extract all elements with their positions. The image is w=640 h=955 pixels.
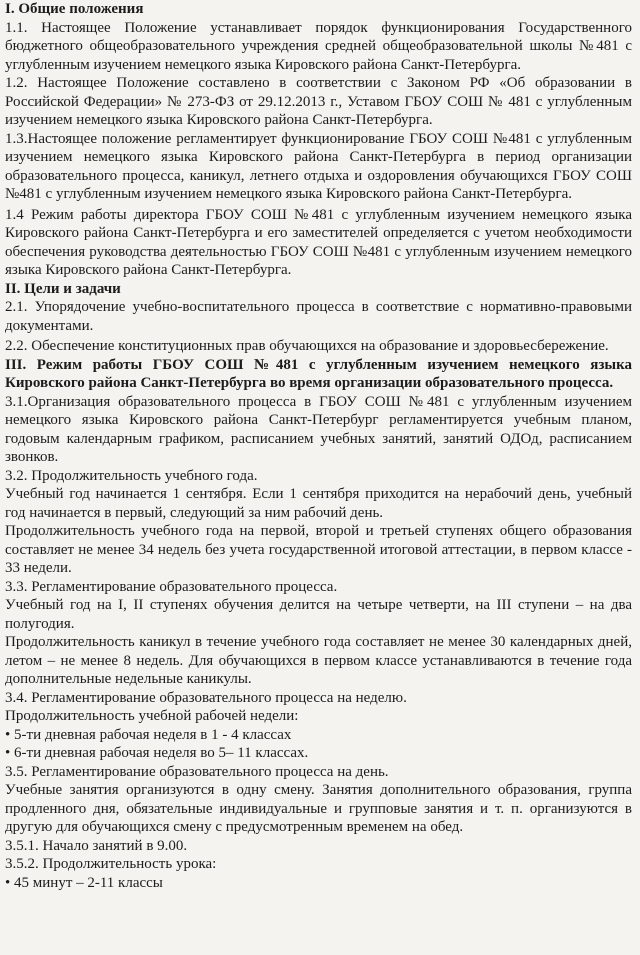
section-heading-general: I. Общие положения <box>5 1 144 17</box>
paragraph-3-3: 3.3. Регламентирование образовательного процесса. <box>5 578 338 595</box>
list-item: • 6-ти дневная рабочая неделя во 5– 11 классах. <box>5 744 632 763</box>
paragraph-3-5-2: 3.5.2. Продолжительность урока: <box>5 856 217 872</box>
paragraph-3-2: 3.2. Продолжительность учебного года. <box>5 467 258 484</box>
paragraph-3-5: 3.5. Регламентирование образовательного процесса на день. <box>5 763 389 780</box>
list-item: • 45 минут – 2-11 классы <box>5 874 632 893</box>
paragraph-3-5-1: 3.5.1. Начало занятий в 9.00. <box>5 837 188 854</box>
paragraph-3-3-a: Учебный год на I, II ступенях обучения делится на четыре четверти, на III ступени – на два полугодия. <box>5 597 632 632</box>
paragraph-3-2-b: Продолжительность учебного года на первой, второй и третьей ступенях общего образования составляет не менее 34 недель без учета государственной итоговой аттестации, в первом классе - 33 недели. <box>5 523 632 576</box>
list-item: • 5-ти дневная рабочая неделя в 1 - 4 классах <box>5 726 632 745</box>
paragraph-1-4: 1.4 Режим работы директора ГБОУ СОШ №481 с углубленным изучением немецкого языка Кировского района Санкт-Петербурга и его заместителей определяется с учетом необходимости обеспечения руководства деятельностью ГБОУ СОШ №481 с углубленным изучением немецкого языка Кировского района Санкт-Петербурга. <box>5 206 632 278</box>
paragraph-3-2-a: Учебный год начинается 1 сентября. Если 1 сентября приходится на нерабочий день, учебный год начинается в первый, следующий за ним рабочий день. <box>5 486 632 521</box>
paragraph-3-3-b: Продолжительность каникул в течение учебного года составляет не менее 30 календарных дней, летом – не менее 8 недель. Для обучающихся в первом классе устанавливаются в течение года дополнительные недельные каникулы. <box>5 634 632 687</box>
paragraph-2-2: 2.2. Обеспечение конституционных прав обучающихся на образование и здоровьесбережение. <box>5 338 609 354</box>
paragraph-3-4: 3.4. Регламентирование образовательного процесса на неделю. <box>5 689 407 706</box>
section-heading-regime: III. Режим работы ГБОУ СОШ №481 с углубленным изучением немецкого языка Кировского района Санкт-Петербурга во время организации образовательного процесса. <box>5 356 632 391</box>
paragraph-2-1: 2.1. Упорядочение учебно-воспитательного процесса в соответствие с нормативно-правовыми документами. <box>5 299 632 334</box>
paragraph-3-5-a: Учебные занятия организуются в одну смену. Занятия дополнительного образования, группа продленного дня, обязательные индивидуальные и групповые занятия и т. п. организуются в другую для обучающихся смену с предусмотренным временем на обед. <box>5 782 632 835</box>
paragraph-1-3: 1.3.Настоящее положение регламентирует функционирование ГБОУ СОШ №481 с углубленным изучением немецкого языка Кировского района Санкт-Петербурга в период организации образовательного процесса, каникул, летнего отдыха и оздоровления обучающихся ГБОУ СОШ №481 с углубленным изучением немецкого языка Кировского района Санкт-Петербурга. <box>5 130 632 202</box>
paragraph-1-2: 1.2. Настоящее Положение составлено в соответствии с Законом РФ «Об образовании в Российской Федерации» № 273-ФЗ от 29.12.2013 г., Уставом ГБОУ СОШ № 481 с углубленным изучением немецкого языка Кировского района Санкт-Петербурга. <box>5 75 632 128</box>
section-heading-goals: II. Цели и задачи <box>5 280 121 297</box>
paragraph-3-4-a: Продолжительность учебной рабочей недели: <box>5 708 299 724</box>
paragraph-1-1: 1.1. Настоящее Положение устанавливает порядок функционирования Государственного бюджетного общеобразовательного учреждения средней общеобразовательной школы №481 с углубленным изучением немецкого языка Кировского района Санкт-Петербурга. <box>5 19 632 73</box>
paragraph-3-1: 3.1.Организация образовательного процесса в ГБОУ СОШ №481 с углубленным изучением немецкого языка Кировского района Санкт-Петербург регламентируется учебным планом, годовым календарным графиком, расписанием учебных занятий, занятий ОДОд, расписанием звонков. <box>5 393 632 465</box>
document-body <box>5 0 632 892</box>
